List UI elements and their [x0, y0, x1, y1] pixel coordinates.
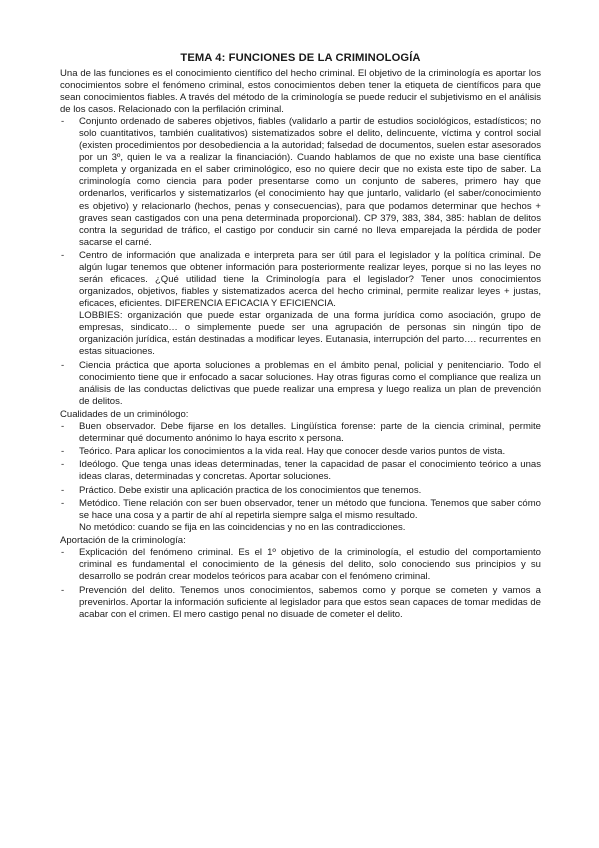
dash-bullet: - [61, 116, 65, 128]
list-item [60, 421, 541, 445]
qualities-list [60, 421, 541, 534]
list-item-text: Explicación del fenómeno criminal. Es el 1º objetivo de la criminología, el estudio del comportamiento criminal es fundamental el conocimiento de la génesis del delito, solo conociendo sus principios y su desarrollo se podrán crear modelos teóricos para acabar con el fenómeno criminal. [79, 547, 541, 583]
dash-bullet: - [61, 547, 65, 559]
contributions-heading: Aportación de la criminología: [60, 535, 186, 547]
dash-bullet: - [61, 484, 65, 496]
list-item-text: Ciencia práctica que aporta soluciones a problemas en el ámbito penal, policial y penitenciario. Todo el conocimiento tiene que ir enfocado a sacar soluciones. Hay otras figuras como el compliance que realiza un análisis de las conductas delictivas que puede realizar una empresa y luego realiza un plan de prevención de delitos. [79, 359, 541, 407]
list-item [60, 585, 541, 621]
dash-bullet: - [61, 249, 65, 261]
list-item [60, 116, 541, 249]
list-item-text: Teórico. Para aplicar los conocimientos a la vida real. Hay que conocer desde varios puntos de vista. [79, 446, 506, 458]
dash-bullet: - [61, 497, 65, 509]
list-item [60, 485, 541, 497]
list-item [60, 250, 541, 358]
list-item-subparagraph: LOBBIES: organización que puede estar organizada de una forma jurídica como asociación, grupo de empresas, sindicato… o simplemente puede ser una agrupación de personas sin ningún tipo de organización jurídica, están destinadas a modificar leyes. Eutanasia, interrupción del parto…. recurrentes en estas situaciones. [79, 310, 541, 358]
list-item [60, 547, 541, 583]
dash-bullet: - [61, 446, 65, 458]
list-item-text: Centro de información que analizada e interpreta para ser útil para el legislador y la política criminal. De algún lugar tenemos que obtener información para posteriormente realizar leyes, porque si no las leyes no serán eficaces. ¿Qué utilidad tiene la Criminología para el legislador? Tener unos conocimientos organizados, objetivos, fiables y sistematizados acerca del hecho criminal, permite realizar leyes + justas, eficaces, eficientes. DIFERENCIA EFICACIA Y EFICIENCIA. [79, 249, 541, 310]
contributions-list [60, 547, 541, 620]
intro-paragraph: Una de las funciones es el conocimiento científico del hecho criminal. El objetivo de la criminología es aportar los conocimientos sobre el fenómeno criminal, estos conocimientos deben tener la etiqueta de científicos para que sean conocimientos fiables. A través del método de la criminología se puede reducir el subjetivismo en el análisis de los casos. Relacionado con la perfilación criminal. [60, 68, 541, 116]
list-item [60, 446, 541, 458]
dash-bullet: - [61, 584, 65, 596]
functions-list [60, 116, 541, 408]
list-item-text: Ideólogo. Que tenga unas ideas determinadas, tener la capacidad de pasar el conocimiento teórico a unas ideas claras, determinadas y concretas. Aportar soluciones. [79, 459, 541, 483]
dash-bullet: - [61, 459, 65, 471]
dash-bullet: - [61, 420, 65, 432]
list-item [60, 360, 541, 408]
document-title: TEMA 4: FUNCIONES DE LA CRIMINOLOGÍA [180, 52, 421, 64]
list-item-text: Metódico. Tiene relación con ser buen observador, tener un método que funciona. Tenemos que saber cómo se hace una cosa y a partir de ahí al repetirla siempre salga el mismo resultado. [79, 497, 541, 521]
dash-bullet: - [61, 359, 65, 371]
list-item [60, 459, 541, 483]
qualities-heading: Cualidades de un criminólogo: [60, 408, 189, 420]
list-item-subparagraph: No metódico: cuando se fija en las coincidencias y no en las contradicciones. [79, 522, 406, 534]
list-item-text: Conjunto ordenado de saberes objetivos, fiables (validarlo a partir de estudios sociológicos, estadísticos; no solo cuantitativos, también cualitativos) sistematizados sobre el delito, delincuente, víctima y control social (existen procedimientos por desobediencia a la autoridad; falsedad de documentos, suelen estar asesorados por un 3º, quien le va a realizar la financiación). Cuando hablamos de que no existe una base científica completa y organizada en el saber criminológico, eso no quiere decir que no exista este tipo de saber. La criminología como ciencia para poder presentarse como un conjunto de saberes, primero hay que ordenarlos, verificarlos y sistematizarlos (el conocimiento hay que juntarlo, validarlo (el saber/conocimiento es objetivo) y relacionarlo (hechos, penas y consecuencias), para que podamos determinar que hechos + graves sean castigados con una pena determinada proporcional). CP 379, 383, 384, 385: hablan de delitos contra la seguridad de tráfico, el castigo por conducir sin carné no lleva emparejada la pérdida de poder sacarse el carné. [79, 116, 541, 248]
list-item [60, 498, 541, 534]
list-item-text: Prevención del delito. Tenemos unos conocimientos, sabemos como y porque se cometen y vamos a prevenirlos. Aportar la información suficiente al legislador para que estos sean capaces de tomar medidas de acabar con el crimen. El mero castigo penal no disuade de cometer el delito. [79, 584, 541, 620]
list-item-text: Práctico. Debe existir una aplicación practica de los conocimientos que tenemos. [79, 484, 422, 496]
list-item-text: Buen observador. Debe fijarse en los detalles. Lingüística forense: parte de la ciencia criminal, permite determinar qué documento anónimo lo haya escrito x persona. [79, 420, 541, 444]
